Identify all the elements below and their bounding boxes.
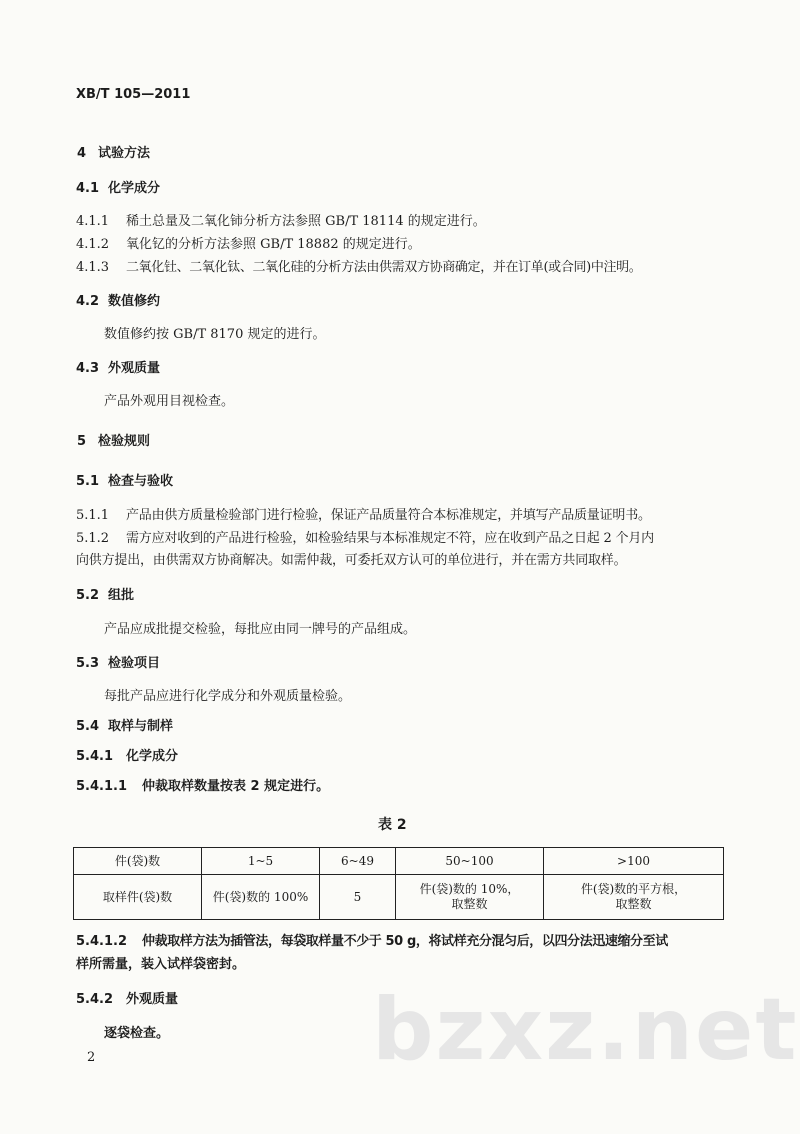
- section-5-title: 检验规则: [98, 434, 151, 449]
- section-4-2-number: 4.2: [76, 294, 100, 309]
- section-5-3-title: 检验项目: [108, 656, 161, 671]
- clause-4-1-1-number: 4.1.1: [76, 214, 110, 229]
- clause-5-4-1-1-number: 5.4.1.1: [76, 779, 127, 794]
- section-5-4-number: 5.4: [76, 719, 100, 734]
- clause-5-4-1-2-number: 5.4.1.2: [76, 934, 127, 949]
- clause-4-1-3-number: 4.1.3: [76, 260, 110, 275]
- section-5-1-number: 5.1: [76, 474, 100, 489]
- clause-4-1-2-text: 氧化钇的分析方法参照 GB/T 18882 的规定进行。: [126, 237, 421, 252]
- table-header-cell: >100: [544, 848, 724, 875]
- clause-4-1-2-number: 4.1.2: [76, 237, 110, 252]
- table-cell: [396, 875, 544, 920]
- clause-5-4-1-2-text-line1: 仲裁取样方法为插管法，每袋取样量不少于 50 g，将试样充分混匀后，以四分法迅速缩分至试: [142, 934, 668, 949]
- table-cell-line: 件(袋)数的平方根，: [580, 882, 687, 896]
- section-4-2-text: 数值修约按 GB/T 8170 规定的进行。: [104, 327, 326, 342]
- table-cell-line: 取整数: [615, 897, 652, 911]
- section-5-4-2-text: 逐袋检查。: [104, 1026, 170, 1041]
- table-cell: [544, 875, 724, 920]
- table-header-cell: 件(袋)数: [74, 848, 202, 875]
- table-header-cell: 1~5: [202, 848, 320, 875]
- clause-4-1-3-text: 二氧化钍、二氧化钛、二氧化硅的分析方法由供需双方协商确定，并在订单(或合同)中注明。: [126, 260, 642, 275]
- clause-5-1-2-number: 5.1.2: [76, 531, 110, 546]
- section-4-title: 试验方法: [98, 146, 151, 161]
- section-5-4-2-number: 5.4.2: [76, 992, 114, 1007]
- page-number: 2: [87, 1050, 96, 1065]
- section-5-1-title: 检查与验收: [108, 474, 174, 489]
- clause-5-1-2-text-line2: 向供方提出，由供需双方协商解决。如需仲裁，可委托双方认可的单位进行，并在需方共同取样。: [76, 553, 627, 568]
- table-row: [74, 875, 724, 920]
- standard-code: XB/T 105—2011: [76, 87, 191, 102]
- sampling-quantity-table: [73, 847, 724, 920]
- section-5-3-text: 每批产品应进行化学成分和外观质量检验。: [104, 689, 352, 704]
- table-row-label: 取样件(袋)数: [74, 875, 202, 920]
- table-header-cell: 50~100: [396, 848, 544, 875]
- clause-4-1-1-text: 稀土总量及二氧化铈分析方法参照 GB/T 18114 的规定进行。: [126, 214, 486, 229]
- watermark-text: bzxz.net: [372, 980, 799, 1080]
- clause-5-1-1-number: 5.1.1: [76, 508, 110, 523]
- section-4-3-text: 产品外观用目视检查。: [104, 394, 235, 409]
- clause-5-1-2-text-line1: 需方应对收到的产品进行检验，如检验结果与本标准规定不符，应在收到产品之日起 2 个月内: [126, 531, 654, 546]
- table-cell: 件(袋)数的 100%: [202, 875, 320, 920]
- section-5-4-1-number: 5.4.1: [76, 749, 114, 764]
- section-4-number: 4: [77, 146, 87, 161]
- section-5-4-title: 取样与制样: [108, 719, 174, 734]
- table-cell: 5: [320, 875, 396, 920]
- section-4-3-number: 4.3: [76, 361, 100, 376]
- table-cell-line: 取整数: [451, 897, 488, 911]
- clause-5-4-1-2-text-line2: 样所需量，装入试样袋密封。: [76, 957, 246, 972]
- section-4-1-number: 4.1: [76, 181, 100, 196]
- clause-5-1-1-text: 产品由供方质量检验部门进行检验，保证产品质量符合本标准规定，并填写产品质量证明书。: [126, 508, 651, 523]
- section-5-4-1-title: 化学成分: [126, 749, 179, 764]
- table-2-title: 表 2: [378, 817, 407, 833]
- section-5-4-2-title: 外观质量: [126, 992, 179, 1007]
- section-5-2-text: 产品应成批提交检验，每批应由同一牌号的产品组成。: [104, 622, 417, 637]
- section-5-2-title: 组批: [108, 588, 135, 603]
- table-cell-line: 件(袋)数的 10%，: [419, 882, 520, 896]
- section-4-1-title: 化学成分: [108, 181, 161, 196]
- clause-5-4-1-1-text: 仲裁取样数量按表 2 规定进行。: [142, 779, 330, 794]
- section-5-3-number: 5.3: [76, 656, 100, 671]
- section-5-number: 5: [77, 434, 87, 449]
- table-header-cell: 6~49: [320, 848, 396, 875]
- section-4-2-title: 数值修约: [108, 294, 161, 309]
- table-header-row: [74, 848, 724, 875]
- section-4-3-title: 外观质量: [108, 361, 161, 376]
- section-5-2-number: 5.2: [76, 588, 100, 603]
